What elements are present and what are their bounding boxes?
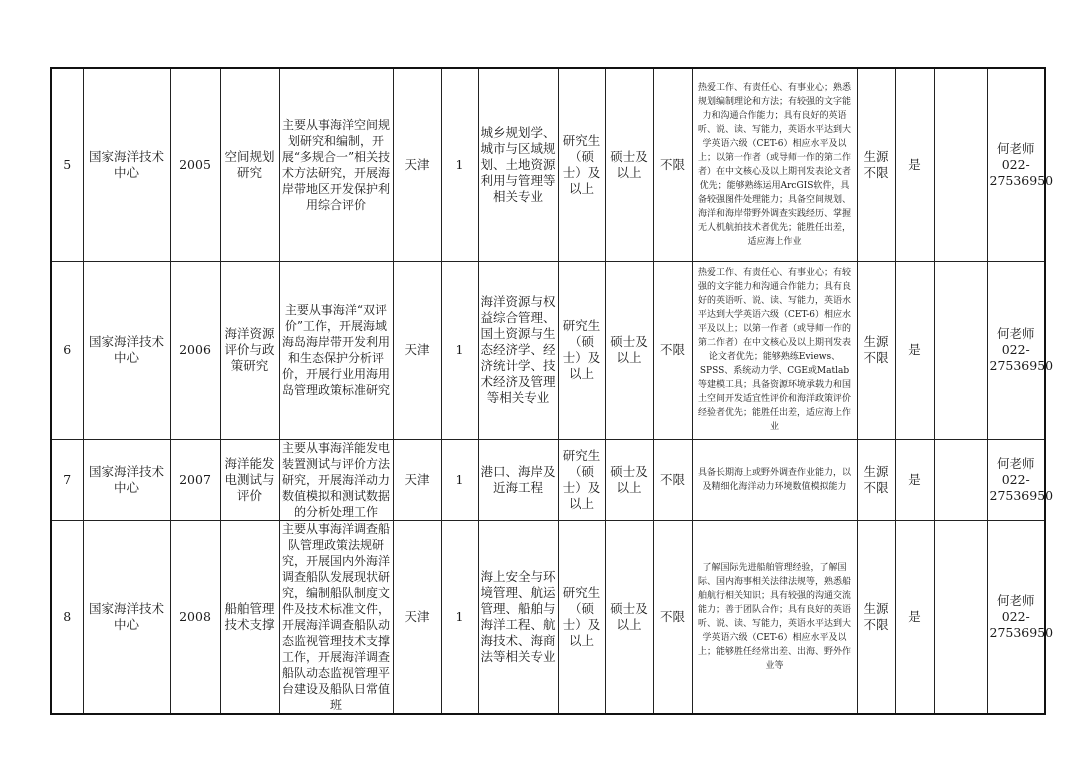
- degree-requirement: 硕士及以上: [605, 261, 653, 439]
- table-row: [51, 439, 1045, 520]
- work-location: 天津: [393, 261, 441, 439]
- contact-info: [987, 520, 1054, 714]
- position-description: 主要从事海洋调查船队管理政策法规研究，开展国内外海洋调查船队发展现状研究，编制船队制度文件及技术标准文件，开展海洋调查船队动态监视管理技术支撑工作，开展海洋调查船队动态监视管理平台建设及船队日常值班: [279, 520, 393, 714]
- position-code: 2006: [170, 261, 220, 439]
- row-number: 5: [51, 68, 83, 261]
- yes-flag: 是: [895, 68, 934, 261]
- political-status: 不限: [653, 520, 692, 714]
- position-name: 空间规划研究: [220, 68, 279, 261]
- contact-text: 何老师 022- 27536950: [989, 455, 1054, 503]
- contact-text: 何老师 022- 27536950: [989, 326, 1054, 373]
- empty-cell: [934, 261, 987, 439]
- political-status: 不限: [653, 261, 692, 439]
- work-location: 天津: [393, 439, 441, 520]
- empty-cell: [934, 68, 987, 261]
- employer-unit: 国家海洋技术中心: [83, 68, 170, 261]
- other-requirements: 热爱工作、有责任心、有事业心；有较强的文字能力和沟通合作能力；具有良好的英语听、说、读、写能力，英语水平达到大学英语六级（CET-6）相应水平及以上；以第一作者（或导师一作的第二作者）在中文核心及以上期刊发表论文者优先；能够熟练Eviews、SPSS、系统动力学、CGE或Matlab等建模工具；具备资源环境承载力和国土空间开发适宜性评价和海洋政策评价经验者优先；能胜任出差，适应海上作业: [692, 261, 857, 439]
- position-description: 主要从事海洋空间规划研究和编制，开展“多规合一”相关技术方法研究，开展海岸带地区开发保护利用综合评价: [279, 68, 393, 261]
- employer-unit: 国家海洋技术中心: [83, 261, 170, 439]
- row-number: 6: [51, 261, 83, 439]
- yes-flag: 是: [895, 261, 934, 439]
- contact-info: [987, 261, 1054, 439]
- position-code: 2007: [170, 439, 220, 520]
- student-source: 生源不限: [857, 261, 895, 439]
- major-requirement: 城乡规划学、城市与区域规划、土地资源利用与管理等相关专业: [478, 68, 558, 261]
- hiring-count: 1: [441, 520, 478, 714]
- degree-requirement: 硕士及以上: [605, 439, 653, 520]
- major-requirement: 海洋资源与权益综合管理、国土资源与生态经济学、经济统计学、技术经济及管理等相关专业: [478, 261, 558, 439]
- row-number: 8: [51, 520, 83, 714]
- table-row: [51, 68, 1045, 261]
- row-number: 7: [51, 439, 83, 520]
- student-source: 生源不限: [857, 439, 895, 520]
- recruitment-table: [50, 67, 1054, 715]
- political-status: 不限: [653, 68, 692, 261]
- education-requirement: 研究生（硕士）及以上: [558, 68, 605, 261]
- employer-unit: 国家海洋技术中心: [83, 439, 170, 520]
- contact-text: 何老师 022- 27536950: [989, 140, 1054, 188]
- other-requirements: 了解国际先进船舶管理经验，了解国际、国内海事相关法律法规等，熟悉船舶航行相关知识；具有较强的沟通交流能力；善于团队合作；具有良好的英语听、说、读、写能力，英语水平达到大学英语六级（CET-6）相应水平及以上；能够胜任经常出差、出海、野外作业等: [692, 520, 857, 714]
- position-code: 2008: [170, 520, 220, 714]
- position-description: 主要从事海洋“双评价”工作，开展海域海岛海岸带开发利用和生态保护分析评价，开展行业用海用岛管理政策标准研究: [279, 261, 393, 439]
- education-requirement: 研究生（硕士）及以上: [558, 520, 605, 714]
- political-status: 不限: [653, 439, 692, 520]
- table-row: [51, 261, 1045, 439]
- education-requirement: 研究生（硕士）及以上: [558, 261, 605, 439]
- hiring-count: 1: [441, 261, 478, 439]
- position-description: 主要从事海洋能发电装置测试与评价方法研究，开展海洋动力数值模拟和测试数据的分析处理工作: [279, 439, 393, 520]
- major-requirement: 海上安全与环境管理、航运管理、船舶与海洋工程、航海技术、海商法等相关专业: [478, 520, 558, 714]
- hiring-count: 1: [441, 439, 478, 520]
- position-name: 海洋能发电测试与评价: [220, 439, 279, 520]
- empty-cell: [934, 520, 987, 714]
- degree-requirement: 硕士及以上: [605, 68, 653, 261]
- yes-flag: 是: [895, 520, 934, 714]
- student-source: 生源不限: [857, 520, 895, 714]
- major-requirement: 港口、海岸及近海工程: [478, 439, 558, 520]
- hiring-count: 1: [441, 68, 478, 261]
- student-source: 生源不限: [857, 68, 895, 261]
- position-name: 船舶管理技术支撑: [220, 520, 279, 714]
- work-location: 天津: [393, 520, 441, 714]
- work-location: 天津: [393, 68, 441, 261]
- contact-info: [987, 68, 1054, 261]
- degree-requirement: 硕士及以上: [605, 520, 653, 714]
- empty-cell: [934, 439, 987, 520]
- table-row: [51, 520, 1045, 714]
- education-requirement: 研究生（硕士）及以上: [558, 439, 605, 520]
- yes-flag: 是: [895, 439, 934, 520]
- position-name: 海洋资源评价与政策研究: [220, 261, 279, 439]
- position-code: 2005: [170, 68, 220, 261]
- other-requirements: 热爱工作、有责任心、有事业心；熟悉规划编制理论和方法；有较强的文字能力和沟通合作能力；具有良好的英语听、说、读、写能力，英语水平达到大学英语六级（CET-6）相应水平及以上；以第一作者（或导师一作的第二作者）在中文核心及以上期刊发表论文者优先；能够熟练运用ArcGIS软件，具备较强图件处理能力；具备空间规划、海洋和海岸带野外调查实践经历、掌握无人机航拍技术者优先；能胜任出差，适应海上作业: [692, 68, 857, 261]
- contact-text: 何老师 022- 27536950: [989, 592, 1054, 640]
- employer-unit: 国家海洋技术中心: [83, 520, 170, 714]
- contact-info: [987, 439, 1054, 520]
- other-requirements: 具备长期海上或野外调查作业能力，以及精细化海洋动力环境数值模拟能力: [692, 439, 857, 520]
